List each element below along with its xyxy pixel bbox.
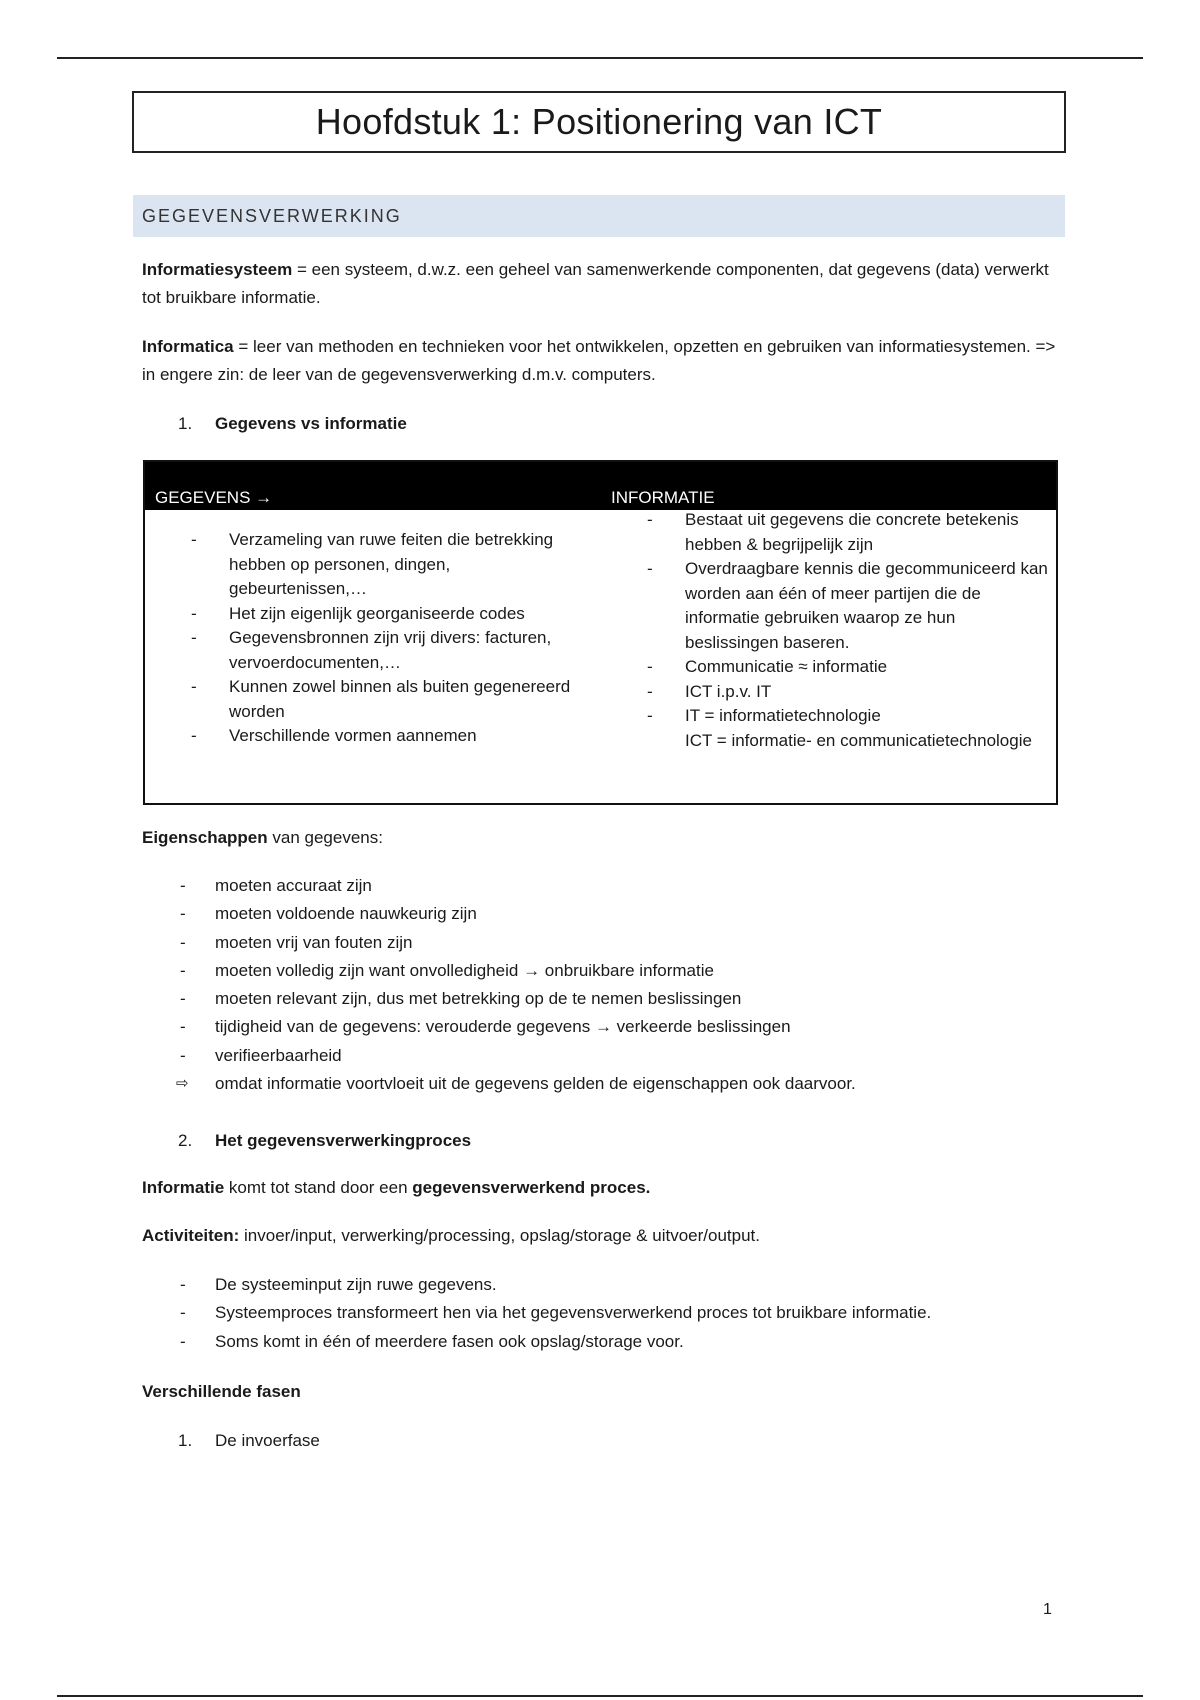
section-heading-text: GEGEVENSVERWERKING <box>142 205 402 226</box>
list-item: - moeten voldoende nauwkeurig zijn <box>178 900 1078 928</box>
activiteiten-line <box>142 1222 1062 1250</box>
page-number: 1 <box>1043 1601 1052 1618</box>
eigenschappen-list <box>178 872 1078 1098</box>
list-item: - Soms komt in één of meerdere fasen ook opslag/storage voor. <box>178 1328 1078 1356</box>
top-rule <box>57 57 1143 59</box>
list-item: ICT = informatie- en communicatietechnologie <box>685 730 1032 750</box>
bottom-rule <box>57 1695 1143 1697</box>
heading-number: 1. <box>178 414 193 433</box>
list-item: - moeten relevant zijn, dus met betrekking op de te nemen beslissingen <box>178 985 1078 1013</box>
heading-gegevens-vs-informatie <box>178 412 407 436</box>
list-item: - moeten vrij van fouten zijn <box>178 929 1078 957</box>
list-item: - verifieerbaarheid <box>178 1042 1078 1070</box>
heading-text: Het gegevensverwerkingproces <box>215 1131 472 1150</box>
line-text: komt tot stand door een <box>224 1178 413 1197</box>
term: Informatica <box>142 337 234 356</box>
heading-gegevensverwerkingproces <box>178 1129 471 1153</box>
list-item: - Verzameling van ruwe feiten die betrekking hebben op personen, dingen, gebeurtenissen,… <box>191 528 571 602</box>
list-item: - Kunnen zowel binnen als buiten gegenereerd worden <box>191 675 571 724</box>
list-item: - Overdraagbare kennis die gecommuniceerd kan worden aan één of meer partijen die de informatie gebruiken waarop ze hun beslissingen baseren. <box>647 557 1052 655</box>
term: Informatiesysteem <box>142 260 293 279</box>
term: Informatie <box>142 1178 225 1197</box>
informatie-line <box>142 1174 1062 1202</box>
line-text: invoer/input, verwerking/processing, opslag/storage & uitvoer/output. <box>239 1226 760 1245</box>
list-item: - De systeeminput zijn ruwe gegevens. <box>178 1271 1078 1299</box>
title-box <box>132 91 1066 153</box>
list-item: - Bestaat uit gegevens die concrete betekenis hebben & begrijpelijk zijn <box>647 508 1052 557</box>
gegevens-list <box>191 528 571 749</box>
term: Eigenschappen <box>142 828 268 847</box>
list-item: - Verschillende vormen aannemen <box>191 724 571 749</box>
definition-informatiesysteem <box>142 256 1062 312</box>
term: Activiteiten: <box>142 1226 240 1245</box>
intro-text: van gegevens: <box>267 828 383 847</box>
section-heading <box>133 195 1065 237</box>
page-title: Hoofdstuk 1: Positionering van ICT <box>315 101 883 142</box>
list-item: - moeten volledig zijn want onvolledigheid → onbruikbare informatie <box>178 957 1078 985</box>
comparison-table <box>143 460 1058 805</box>
table-header <box>145 462 1056 510</box>
conclusion-item: ⇨ omdat informatie voortvloeit uit de gegevens gelden de eigenschappen ook daarvoor. <box>178 1070 1078 1098</box>
informatie-list <box>647 508 1052 753</box>
header-informatie: INFORMATIE <box>611 488 715 507</box>
definition-informatica <box>142 333 1062 389</box>
heading-text: De invoerfase <box>215 1431 320 1450</box>
heading-invoerfase <box>178 1429 320 1453</box>
list-item: - tijdigheid van de gegevens: verouderde gegevens → verkeerde beslissingen <box>178 1013 1078 1041</box>
list-item: - ICT i.p.v. IT <box>647 680 1052 705</box>
heading-number: 1. <box>178 1431 193 1450</box>
list-item: - Het zijn eigenlijk georganiseerde codes <box>191 602 571 627</box>
definition-text: = leer van methoden en technieken voor het ontwikkelen, opzetten en gebruiken van informatiesystemen. => in engere zin: de leer van de gegevensverwerking d.m.v. computers. <box>142 337 1056 384</box>
heading-text: Gegevens vs informatie <box>215 414 407 433</box>
list-item: - Gegevensbronnen zijn vrij divers: facturen, vervoerdocumenten,… <box>191 626 571 675</box>
list-item: - IT = informatietechnologie <box>647 704 1052 729</box>
eigenschappen-intro <box>142 824 1062 852</box>
list-item: - moeten accuraat zijn <box>178 872 1078 900</box>
process-list <box>178 1271 1078 1356</box>
term: gegevensverwerkend proces. <box>412 1178 651 1197</box>
list-item: - Communicatie ≈ informatie <box>647 655 1052 680</box>
header-gegevens: GEGEVENS → <box>155 488 273 507</box>
definition-text: = een systeem, d.w.z. een geheel van samenwerkende componenten, dat gegevens (data) verwerkt tot bruikbare informatie. <box>142 260 1049 307</box>
fasen-heading: Verschillende fasen <box>142 1382 301 1401</box>
heading-number: 2. <box>178 1131 193 1150</box>
list-item: - Systeemproces transformeert hen via het gegevensverwerkend proces tot bruikbare informatie. <box>178 1299 1078 1327</box>
